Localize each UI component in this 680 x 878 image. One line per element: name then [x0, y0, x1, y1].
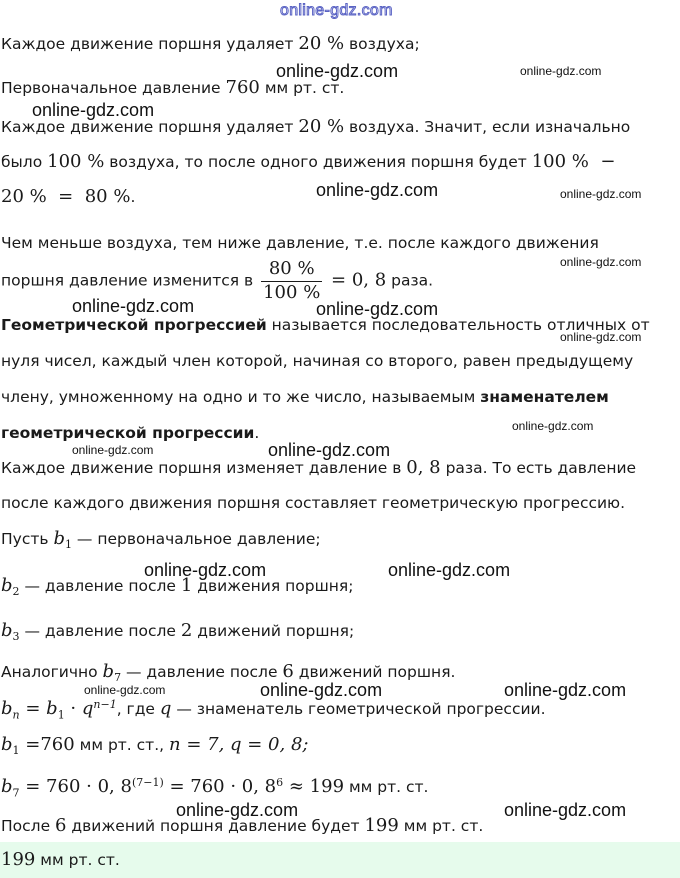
text: движения поршня;	[192, 577, 354, 595]
watermark: online-gdz.com	[84, 683, 166, 697]
watermark: online-gdz.com	[276, 61, 399, 81]
math: 20 % = 80 %	[1, 186, 131, 207]
math-var: b	[102, 661, 115, 682]
watermark: online-gdz.com	[144, 560, 267, 580]
watermark: online-gdz.com	[504, 800, 627, 820]
math: 760	[225, 77, 260, 98]
math-var: q	[159, 698, 172, 720]
math: =760	[19, 734, 75, 755]
watermark: online-gdz.com	[176, 800, 299, 820]
math: 0, 8	[406, 457, 441, 478]
fraction-denominator: 100 %	[263, 281, 321, 303]
watermark-top: online-gdz.com	[280, 2, 393, 19]
math: 100 %	[47, 151, 105, 172]
math-var: b	[53, 528, 65, 549]
answer-text	[1, 849, 120, 870]
math: 199	[1, 849, 36, 870]
text: мм рт. ст.	[35, 851, 120, 869]
text: движений поршня.	[293, 663, 456, 681]
line-16	[1, 620, 354, 643]
text: воздуха;	[344, 35, 420, 53]
math: 199	[364, 815, 399, 836]
line-13	[1, 494, 625, 513]
text: Каждое движение поршня удаляет	[1, 35, 299, 53]
text: — давление после	[19, 577, 181, 595]
math-var: b	[46, 698, 58, 720]
watermark: online-gdz.com	[560, 255, 642, 269]
term: Геометрической прогрессией	[1, 316, 267, 334]
subscript: 7	[114, 671, 122, 685]
text: мм рт. ст.	[259, 79, 345, 97]
text: , где	[116, 700, 160, 719]
math-var: b	[1, 734, 13, 755]
math: 2	[180, 620, 193, 641]
line-10	[1, 388, 609, 407]
watermark: online-gdz.com	[268, 440, 391, 460]
text: — первоначальное давление;	[71, 530, 321, 548]
watermark: online-gdz.com	[388, 560, 511, 580]
watermark: online-gdz.com	[504, 680, 627, 700]
text: члену, умноженному на одно и то же число, называемым	[1, 388, 481, 406]
text: называется последовательность отличных от	[266, 316, 650, 334]
watermark: online-gdz.com	[316, 180, 439, 200]
text: Аналогично	[1, 663, 103, 681]
math: =	[19, 698, 47, 720]
line-5	[1, 186, 135, 208]
text: — давление после	[19, 622, 181, 640]
math: ≈ 199	[283, 776, 345, 798]
subscript: 2	[12, 585, 20, 599]
math: n = 7, q = 0, 8;	[169, 734, 309, 755]
math-var: b	[1, 698, 13, 720]
math: 6	[282, 661, 294, 682]
line-6	[1, 234, 599, 253]
watermark: online-gdz.com	[32, 100, 155, 120]
text: нуля чисел, каждый член которой, начиная со второго, равен предыдущему	[1, 352, 634, 370]
text: воздуха. Значит, если изначально	[344, 118, 631, 136]
text: — знаменатель геометрической прогрессии.	[171, 700, 546, 719]
text: движений поршня давление будет	[66, 817, 365, 835]
subscript: 1	[57, 708, 65, 722]
answer-box	[0, 842, 680, 878]
math: = 0, 8	[325, 269, 387, 291]
line-19	[1, 734, 308, 757]
watermark: online-gdz.com	[560, 187, 642, 201]
math-var: b	[1, 575, 13, 596]
subscript: 3	[12, 630, 20, 644]
line-14	[1, 528, 321, 551]
text: Первоначальное давление	[1, 79, 226, 97]
watermark: online-gdz.com	[72, 296, 195, 316]
line-20	[1, 776, 428, 799]
watermark: online-gdz.com	[560, 330, 642, 344]
text: было	[1, 153, 48, 171]
line-7	[1, 258, 433, 304]
text: .	[130, 188, 136, 206]
math: 100 % −	[531, 151, 616, 172]
line-9	[1, 352, 633, 371]
math: 1	[180, 575, 193, 596]
text: раза.	[386, 271, 434, 290]
fraction	[261, 258, 322, 304]
text: поршня давление изменится в	[1, 271, 259, 290]
text: мм рт. ст.,	[74, 736, 169, 754]
subscript: 1	[12, 744, 20, 758]
text: — давление после	[121, 663, 283, 681]
watermark: online-gdz.com	[512, 419, 594, 433]
line-17	[1, 661, 455, 684]
text: Чем меньше воздуха, тем ниже давление, т.е. после каждого движения	[1, 234, 599, 252]
math: ·	[64, 698, 82, 720]
subscript: n	[12, 708, 20, 722]
line-1	[1, 33, 420, 55]
watermark: online-gdz.com	[316, 299, 439, 319]
term: геометрической прогрессии	[1, 424, 255, 442]
text: раза. То есть давление	[440, 459, 637, 477]
watermark: online-gdz.com	[520, 64, 602, 78]
text: Каждое движение поршня удаляет	[1, 118, 299, 136]
text: .	[254, 424, 260, 442]
math: 20 %	[298, 116, 345, 137]
text: После	[1, 817, 56, 835]
superscript: n−1	[93, 698, 117, 711]
math-var: b	[1, 620, 13, 641]
text: мм рт. ст.	[398, 817, 484, 835]
line-4	[1, 151, 615, 173]
math: = 760 · 0, 8	[163, 776, 277, 798]
math: = 760 · 0, 8	[19, 776, 132, 798]
math-var: q	[81, 698, 94, 720]
superscript: (7−1)	[131, 776, 164, 789]
subscript: 7	[12, 786, 20, 800]
text: воздуха, то после одного движения поршня будет	[104, 153, 532, 171]
term: знаменателем	[480, 388, 609, 406]
fraction-numerator: 80 %	[261, 258, 322, 282]
text: Пусть	[1, 530, 54, 548]
watermark: online-gdz.com	[260, 680, 383, 700]
text: движений поршня;	[192, 622, 355, 640]
math: 20 %	[298, 33, 345, 54]
text: Каждое движение поршня изменяет давление в	[1, 459, 407, 477]
superscript: 6	[276, 776, 284, 789]
text: мм рт. ст.	[344, 778, 429, 797]
math-var: b	[1, 776, 13, 798]
line-18	[1, 698, 546, 721]
math: 6	[55, 815, 67, 836]
text: после каждого движения поршня составляет геометрическую прогрессию.	[1, 494, 626, 512]
subscript: 1	[64, 538, 72, 552]
line-11	[1, 424, 259, 443]
watermark: online-gdz.com	[72, 443, 154, 457]
